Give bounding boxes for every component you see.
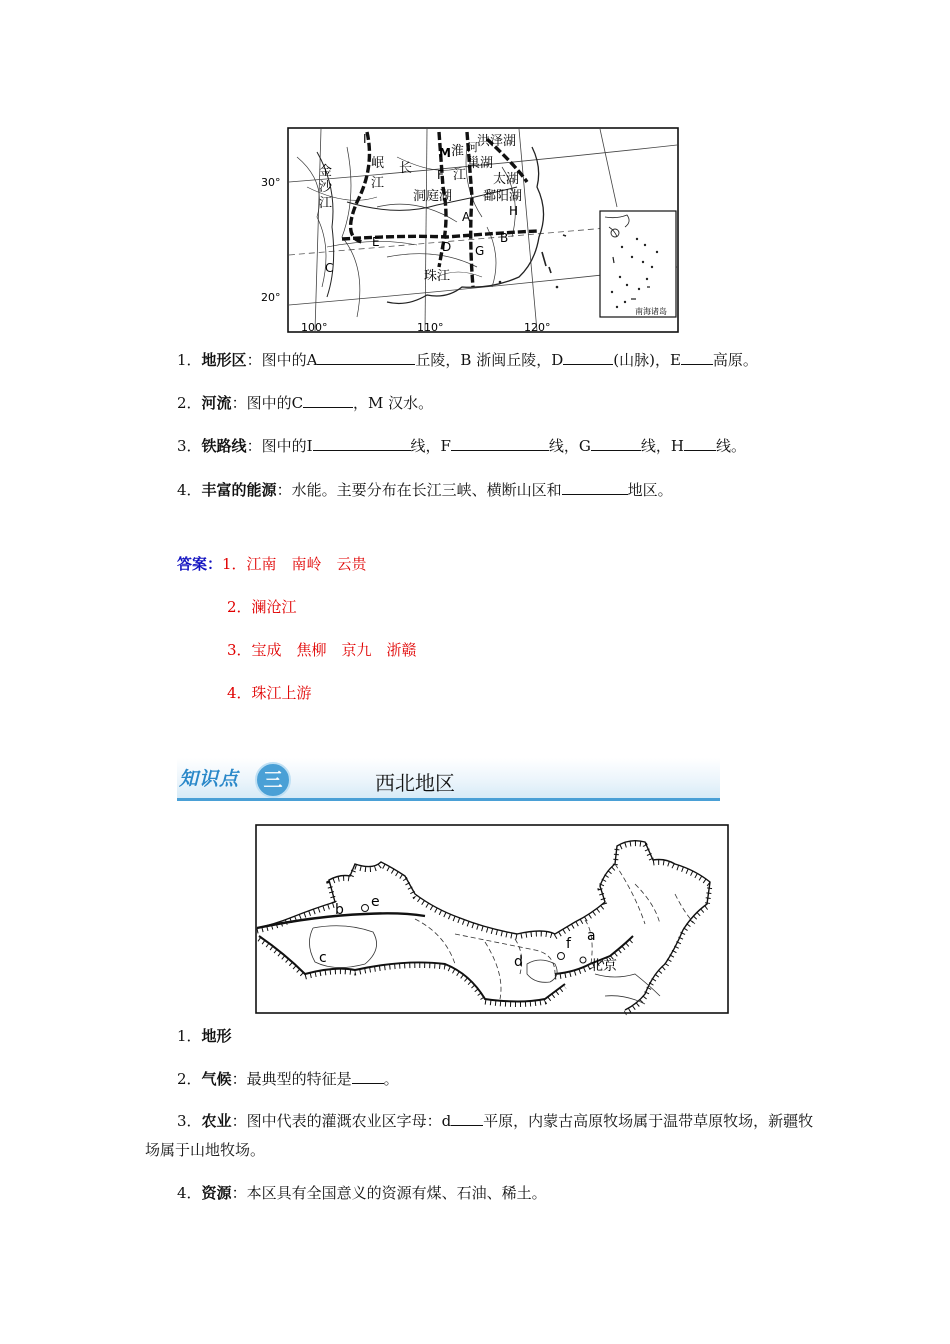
knowledge-point-banner [177, 758, 720, 802]
rivers-item: 2．河流：图中的C ，M 汉水。 [177, 394, 434, 412]
banner-number: 三 [255, 762, 291, 798]
resources-item: 4．资源：本区具有全国意义的资源有煤、石油、稀土。 [177, 1184, 547, 1202]
banner-underline [177, 798, 720, 801]
answer-blank[interactable] [313, 436, 411, 451]
map-letter-m: M [439, 146, 451, 160]
answer-line-3: 3．宝成 焦柳 京九 浙赣 [227, 641, 417, 659]
answer-line-4: 4．珠江上游 [227, 684, 312, 702]
label-poyang-lake: 鄱阳湖 [483, 189, 523, 204]
northwest-china-map [255, 824, 729, 1014]
lat-20-label: 20° [261, 291, 281, 304]
answer-blank[interactable] [451, 436, 549, 451]
label-jiang-2: 江 [371, 176, 385, 191]
energy-item: 4．丰富的能源：水能。主要分布在长江三峡、横断山区和 地区。 [177, 481, 673, 499]
map2-letter-c: c [319, 950, 327, 966]
map-letter-a: A [462, 210, 471, 224]
lon-100-label: 100° [301, 321, 328, 334]
map-letter-f: F [437, 168, 444, 182]
label-jin: 金 [319, 164, 333, 179]
label-zhujiang: 珠江 [424, 269, 451, 284]
section-title: 西北地区 [375, 771, 455, 795]
label-jiang-3: 江 [453, 168, 467, 183]
answer-blank[interactable] [317, 350, 415, 365]
label-dongting-lake: 洞庭湖 [413, 189, 453, 204]
banner-tag: 知识点 [179, 768, 240, 790]
map2-city-beijing: 北京 [589, 958, 617, 974]
label-he: 河 [467, 141, 478, 154]
answer-label: 答案： [177, 555, 223, 573]
landform-item: 1．地形 [177, 1027, 232, 1045]
answer-blank[interactable] [451, 1111, 483, 1126]
answer-line-1: 答案：1．江南 南岭 云贵 [177, 555, 367, 573]
agriculture-item: 3．农业：图中代表的灌溉农业区字母：d 平原，内蒙古高原牧场属于温带草原牧场，新疆牧场属于山地牧场。 [145, 1112, 814, 1159]
map2-letter-f: f [566, 936, 571, 952]
answer-blank[interactable] [562, 480, 628, 495]
map-letter-e: E [372, 235, 380, 249]
answer-blank[interactable] [681, 350, 713, 365]
answer-blank[interactable] [352, 1069, 384, 1084]
map2-letter-e: e [371, 894, 380, 910]
map-letter-i: I [363, 132, 367, 146]
answer-blank[interactable] [303, 393, 353, 408]
map-letter-c: C [325, 261, 334, 275]
label-sha: 沙 [319, 180, 333, 195]
label-chao-lake: 巢湖 [467, 156, 494, 171]
answer-blank[interactable] [591, 436, 641, 451]
label-chang: 长 [399, 161, 413, 176]
lon-110-label: 110° [417, 321, 444, 334]
label-south-sea-islands: 南海诸岛 [635, 307, 667, 316]
terrain-item: 1．地形区：图中的A 丘陵，B 浙闽丘陵，D (山脉)，E 高原。 [177, 351, 758, 369]
south-china-map [261, 127, 679, 334]
map2-letter-d: d [514, 954, 523, 970]
answer-line-2: 2．澜沧江 [227, 598, 297, 616]
label-jiang-1: 江 [319, 196, 333, 211]
railways-item: 3．铁路线：图中的I 线，F 线，G 线，H 线。 [177, 437, 747, 455]
map2-letter-b: b [335, 902, 344, 918]
map-letter-g: G [475, 244, 485, 258]
lon-120-label: 120° [524, 321, 551, 334]
label-huai: 淮 [451, 144, 465, 159]
lat-30-label: 30° [261, 176, 281, 189]
map-letter-d: D [442, 240, 452, 254]
answer-blank[interactable] [684, 436, 716, 451]
label-hongze-lake: 洪泽湖 [477, 134, 517, 149]
climate-item: 2．气候：最典型的特征是 。 [177, 1070, 399, 1088]
answer-blank[interactable] [563, 350, 613, 365]
map-letter-h: H [509, 204, 519, 218]
map-letter-b: B [500, 231, 509, 245]
label-min: 岷 [371, 156, 385, 171]
label-tai-lake: 太湖 [493, 172, 520, 187]
map2-letter-a: a [587, 928, 596, 944]
